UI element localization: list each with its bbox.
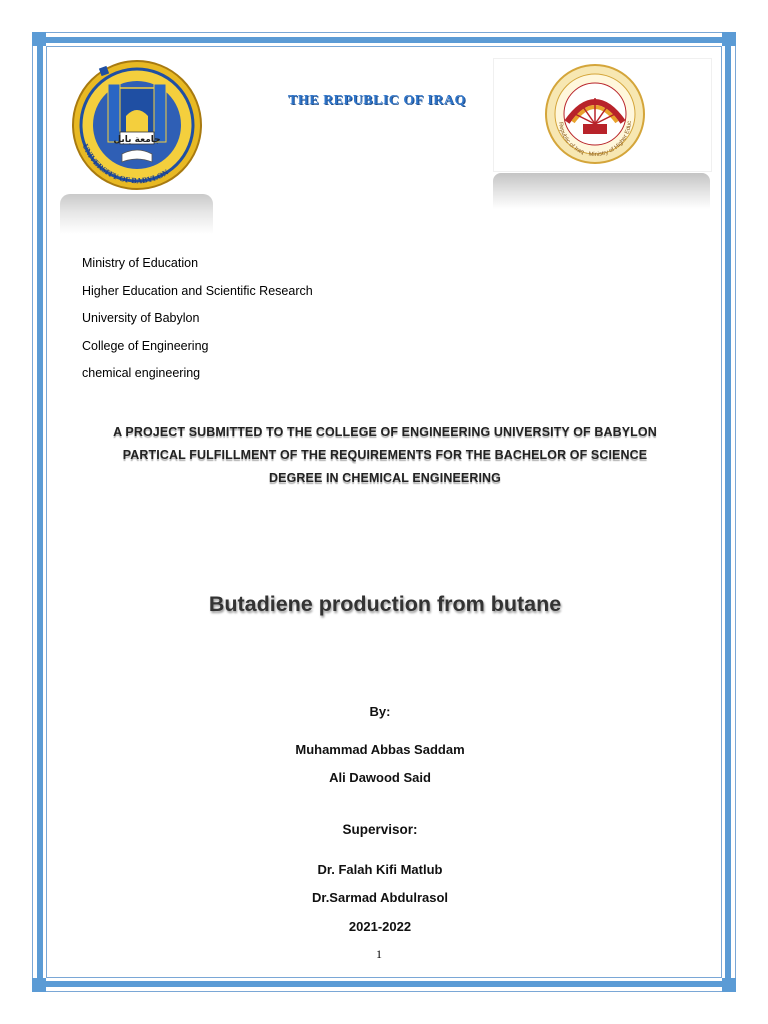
republic-heading: THE REPUBLIC OF IRAQ bbox=[288, 93, 466, 108]
logo-seal-text: UNIVERSITY OF BABYLON bbox=[80, 142, 171, 186]
supervisor-name: Dr.Sarmad Abdulrasol bbox=[311, 890, 449, 905]
logo-reflection bbox=[493, 173, 710, 209]
academic-year: 2021-2022 bbox=[348, 919, 412, 934]
page-number: 1 bbox=[376, 947, 382, 961]
submission-line: DEGREE IN CHEMICAL ENGINEERING bbox=[269, 471, 501, 485]
logo-reflection bbox=[60, 194, 213, 234]
seal-text: Republic of Iraq · Ministry of Higher Educ bbox=[557, 120, 634, 159]
supervisor-name: Dr. Falah Kifi Matlub bbox=[317, 862, 443, 877]
project-title: Butadiene production from butane bbox=[208, 592, 562, 616]
institution-line: College of Engineering bbox=[82, 338, 209, 353]
author-name: Muhammad Abbas Saddam bbox=[295, 742, 465, 757]
institution-line: Ministry of Education bbox=[82, 256, 199, 270]
submission-statement bbox=[60, 421, 710, 490]
border-corner-top-left bbox=[32, 32, 46, 46]
institution-block bbox=[82, 250, 313, 388]
submission-line: A PROJECT SUBMITTED TO THE COLLEGE OF ENGINEERING UNIVERSITY OF BABYLON bbox=[113, 425, 657, 439]
institution-line: University of Babylon bbox=[82, 311, 200, 325]
supervisor-label: Supervisor: bbox=[342, 822, 418, 837]
ministry-seal-icon bbox=[543, 62, 647, 166]
institution-line: Higher Education and Scientific Research bbox=[82, 283, 313, 298]
institution-line: chemical engineering bbox=[82, 366, 201, 380]
border-corner-top-right bbox=[722, 32, 736, 46]
submission-line: PARTICAL FULFILLMENT OF THE REQUIREMENTS FOR THE BACHELOR OF SCIENCE bbox=[122, 448, 648, 462]
authors-label: By: bbox=[369, 704, 391, 719]
author-name: Ali Dawood Said bbox=[329, 770, 431, 785]
border-corner-bottom-right bbox=[722, 978, 736, 992]
border-corner-bottom-left bbox=[32, 978, 46, 992]
university-of-babylon-seal-icon bbox=[60, 58, 215, 193]
logo-arabic-text: جامعة بابل bbox=[113, 135, 161, 145]
